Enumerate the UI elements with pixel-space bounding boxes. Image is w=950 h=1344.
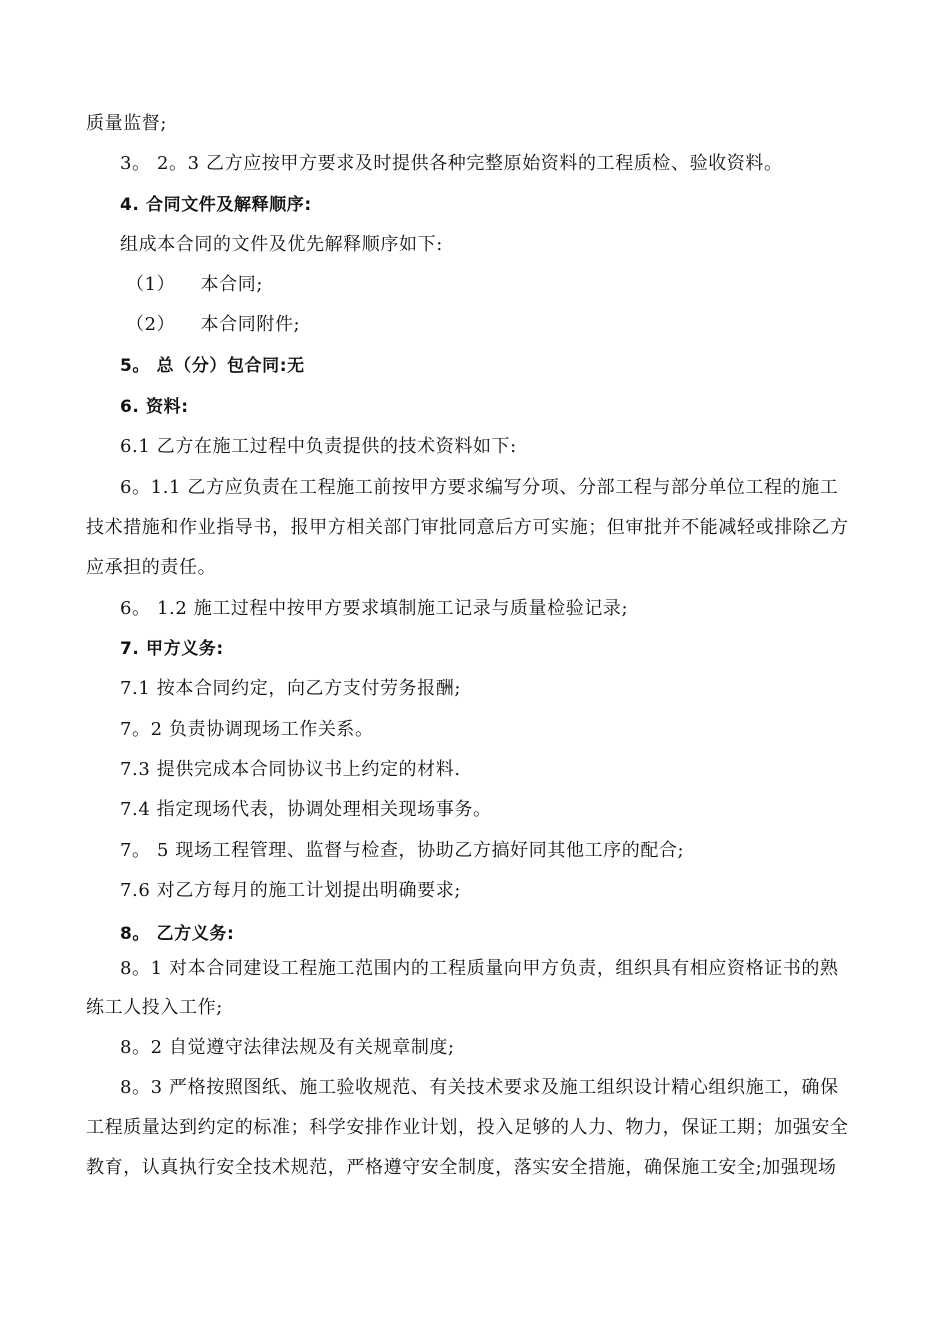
section-heading-6: 6. 资料: xyxy=(120,397,189,417)
paragraph-line: 教育，认真执行安全技术规范，严格遵守安全制度，落实安全措施，确保施工安全;加强现场 xyxy=(86,1157,837,1178)
paragraph-line: 7。2 负责协调现场工作关系。 xyxy=(120,719,374,740)
paragraph-line: 7.4 指定现场代表，协调处理相关现场事务。 xyxy=(120,799,492,820)
section-heading-4: 4. 合同文件及解释顺序: xyxy=(120,195,312,215)
paragraph-line: 工程质量达到约定的标准；科学安排作业计划，投入足够的人力、物力，保证工期；加强安全 xyxy=(86,1117,849,1138)
paragraph-line: 练工人投入工作; xyxy=(86,997,223,1018)
paragraph-line: 8。1 对本合同建设工程施工范围内的工程质量向甲方负责，组织具有相应资格证书的熟 xyxy=(120,958,839,979)
paragraph-line: 7。 5 现场工程管理、监督与检查，协助乙方搞好同其他工序的配合; xyxy=(120,840,685,861)
paragraph-line: 质量监督; xyxy=(86,113,168,134)
paragraph-line: 6。1.1 乙方应负责在工程施工前按甲方要求编写分项、分部工程与部分单位工程的施工 xyxy=(120,477,839,498)
paragraph-line: 组成本合同的文件及优先解释顺序如下: xyxy=(120,234,443,255)
list-item: （2） 本合同附件; xyxy=(126,314,301,335)
paragraph-line: 6。 1.2 施工过程中按甲方要求填制施工记录与质量检验记录; xyxy=(120,598,629,619)
paragraph-line: 技术措施和作业指导书，报甲方相关部门审批同意后方可实施；但审批并不能减轻或排除乙方 xyxy=(86,517,849,538)
section-heading-7: 7. 甲方义务: xyxy=(120,639,224,659)
list-item: （1） 本合同; xyxy=(126,274,264,295)
paragraph-line: 7.1 按本合同约定，向乙方支付劳务报酬; xyxy=(120,678,462,699)
paragraph-line: 8。3 严格按照图纸、施工验收规范、有关技术要求及施工组织设计精心组织施工，确保 xyxy=(120,1077,839,1098)
paragraph-line: 应承担的责任。 xyxy=(86,557,217,578)
paragraph-line: 7.3 提供完成本合同协议书上约定的材料. xyxy=(120,759,461,780)
paragraph-line: 6.1 乙方在施工过程中负责提供的技术资料如下: xyxy=(120,436,517,457)
paragraph-line: 7.6 对乙方每月的施工计划提出明确要求; xyxy=(120,880,462,901)
paragraph-line: 3。 2。3 乙方应按甲方要求及时提供各种完整原始资料的工程质检、验收资料。 xyxy=(120,153,783,174)
section-heading-5: 5。 总（分）包合同:无 xyxy=(120,356,305,376)
section-heading-8: 8。 乙方义务: xyxy=(120,924,235,944)
paragraph-line: 8。2 自觉遵守法律法规及有关规章制度; xyxy=(120,1037,455,1058)
